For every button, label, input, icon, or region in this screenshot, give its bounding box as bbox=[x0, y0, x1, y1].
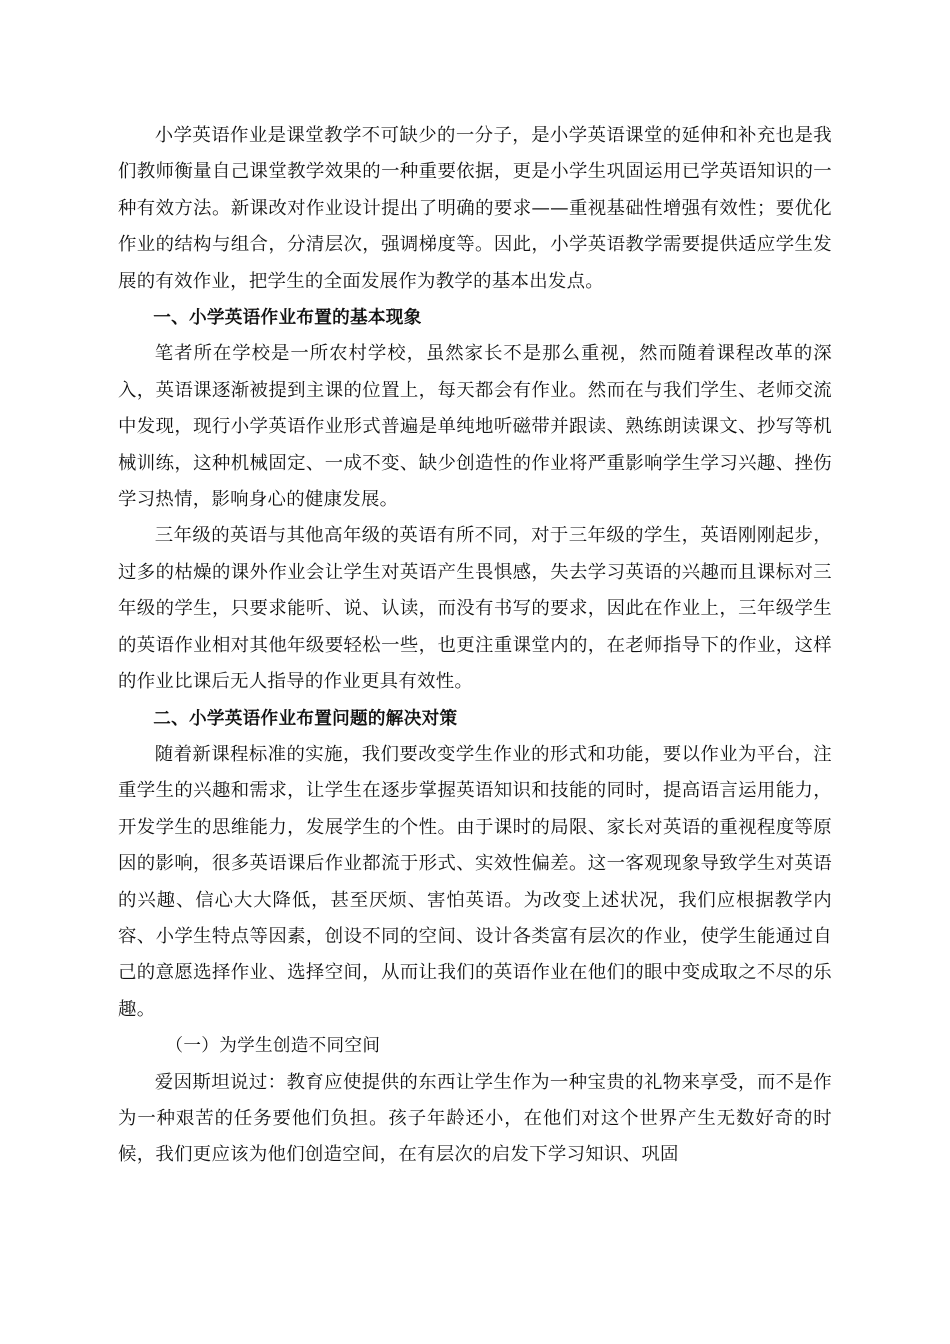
section-1-paragraph-1: 笔者所在学校是一所农村学校，虽然家长不是那么重视，然而随着课程改革的深入，英语课逐渐被提到主课的位置上，每天都会有作业。然而在与我们学生、老师交流中发现，现行小学英语作业形式普遍是单纯地听磁带并跟读、熟练朗读课文、抄写等机械训练，这种机械固定、一成不变、缺少创造性的作业将严重影响学生学习兴趣、挫伤学习热情，影响身心的健康发展。 bbox=[118, 343, 832, 511]
subsection-1-heading: （一）为学生创造不同空间 bbox=[165, 1036, 381, 1057]
section-1-paragraph-2: 三年级的英语与其他高年级的英语有所不同，对于三年级的学生，英语刚刚起步，过多的枯燥的课外作业会让学生对英语产生畏惧感，失去学习英语的兴趣而且课标对三年级的学生，只要求能听、说、认读，而没有书写的要求，因此在作业上，三年级学生的英语作业相对其他年级要轻松一些，也更注重课堂内的，在老师指导下的作业，这样的作业比课后无人指导的作业更具有效性。 bbox=[118, 525, 832, 693]
subsection-1-paragraph-1: 爱因斯坦说过：教育应使提供的东西让学生作为一种宝贵的礼物来享受，而不是作为一种艰苦的任务要他们负担。孩子年龄还小，在他们对这个世界产生无数好奇的时候，我们更应该为他们创造空间，在有层次的启发下学习知识、巩固 bbox=[118, 1071, 832, 1166]
intro-paragraph: 小学英语作业是课堂教学不可缺少的一分子，是小学英语课堂的延伸和补充也是我们教师衡量自己课堂教学效果的一种重要依据，更是小学生巩固运用已学英语知识的一种有效方法。新课改对作业设计提出了明确的要求——重视基础性增强有效性；要优化作业的结构与组合，分清层次，强调梯度等。因此，小学英语教学需要提供适应学生发展的有效作业，把学生的全面发展作为教学的基本出发点。 bbox=[118, 125, 832, 292]
section-1-heading: 一、小学英语作业布置的基本现象 bbox=[153, 308, 422, 329]
document-body bbox=[118, 118, 832, 1174]
section-2-paragraph-1: 随着新课程标准的实施，我们要改变学生作业的形式和功能，要以作业为平台，注重学生的兴趣和需求，让学生在逐步掌握英语知识和技能的同时，提高语言运用能力，开发学生的思维能力，发展学生的个性。由于课时的局限、家长对英语的重视程度等原因的影响，很多英语课后作业都流于形式、实效性偏差。这一客观现象导致学生对英语的兴趣、信心大大降低，甚至厌烦、害怕英语。为改变上述状况，我们应根据教学内容、小学生特点等因素，创设不同的空间、设计各类富有层次的作业，使学生能通过自己的意愿选择作业、选择空间，从而让我们的英语作业在他们的眼中变成取之不尽的乐趣。 bbox=[118, 743, 832, 1020]
section-2-heading: 二、小学英语作业布置问题的解决对策 bbox=[153, 708, 458, 729]
